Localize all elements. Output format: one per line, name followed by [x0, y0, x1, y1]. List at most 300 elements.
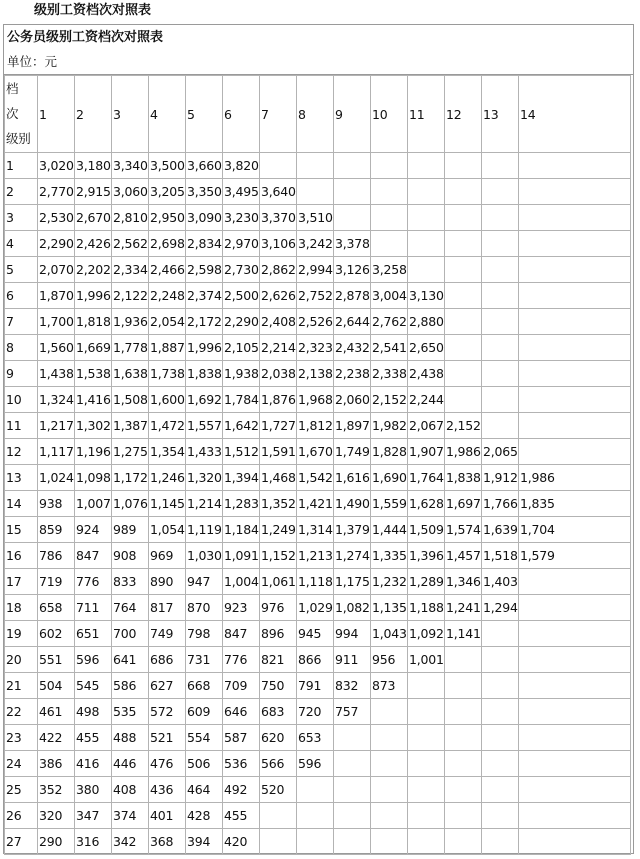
salary-cell: 833: [112, 569, 149, 595]
corner-label-line: 档: [6, 81, 19, 96]
salary-cell: 2,644: [334, 309, 371, 335]
salary-cell: 609: [186, 699, 223, 725]
level-cell: 24: [5, 751, 38, 777]
step-header-cell: 13: [482, 76, 519, 153]
empty-cell: [445, 699, 482, 725]
salary-cell: 1,314: [297, 517, 334, 543]
level-cell: 9: [5, 361, 38, 387]
salary-cell: 3,370: [260, 205, 297, 231]
empty-cell: [371, 777, 408, 803]
table-row: [5, 751, 631, 777]
table-row: [5, 829, 631, 855]
salary-cell: 1,838: [445, 465, 482, 491]
level-cell: 6: [5, 283, 38, 309]
empty-cell: [482, 829, 519, 855]
level-cell: 16: [5, 543, 38, 569]
salary-cell: 1,241: [445, 595, 482, 621]
level-cell: 10: [5, 387, 38, 413]
table-row: [5, 361, 631, 387]
empty-cell: [519, 699, 631, 725]
salary-cell: 551: [38, 647, 75, 673]
table-row: [5, 205, 631, 231]
salary-cell: 3,090: [186, 205, 223, 231]
salary-cell: 870: [186, 595, 223, 621]
salary-cell: 506: [186, 751, 223, 777]
step-header-cell: 2: [75, 76, 112, 153]
salary-cell: 1,145: [149, 491, 186, 517]
salary-cell: 2,338: [371, 361, 408, 387]
salary-cell: 3,106: [260, 231, 297, 257]
salary-cell: 2,650: [408, 335, 445, 361]
salary-cell: 3,495: [223, 179, 260, 205]
salary-cell: 290: [38, 829, 75, 855]
salary-cell: 1,897: [334, 413, 371, 439]
empty-cell: [334, 777, 371, 803]
salary-cell: 719: [38, 569, 75, 595]
salary-cell: 1,249: [260, 517, 297, 543]
table-row: [5, 725, 631, 751]
salary-cell: 750: [260, 673, 297, 699]
empty-cell: [408, 673, 445, 699]
salary-cell: 1,217: [38, 413, 75, 439]
salary-cell: 1,591: [260, 439, 297, 465]
salary-cell: 1,294: [482, 595, 519, 621]
salary-cell: 1,727: [260, 413, 297, 439]
level-cell: 5: [5, 257, 38, 283]
empty-cell: [371, 153, 408, 179]
salary-cell: 2,730: [223, 257, 260, 283]
empty-cell: [482, 257, 519, 283]
salary-cell: 520: [260, 777, 297, 803]
step-header-cell: 7: [260, 76, 297, 153]
salary-cell: 1,968: [297, 387, 334, 413]
salary-cell: 1,232: [371, 569, 408, 595]
salary-cell: 1,320: [186, 465, 223, 491]
salary-cell: 1,557: [186, 413, 223, 439]
empty-cell: [371, 179, 408, 205]
empty-cell: [445, 647, 482, 673]
salary-cell: 2,426: [75, 231, 112, 257]
salary-cell: 420: [223, 829, 260, 855]
salary-cell: 2,334: [112, 257, 149, 283]
salary-cell: 1,996: [75, 283, 112, 309]
salary-cell: 700: [112, 621, 149, 647]
salary-cell: 1,352: [260, 491, 297, 517]
empty-cell: [519, 387, 631, 413]
empty-cell: [408, 257, 445, 283]
salary-cell: 620: [260, 725, 297, 751]
salary-table-frame: [3, 24, 634, 854]
salary-cell: 1,887: [149, 335, 186, 361]
salary-cell: 1,828: [371, 439, 408, 465]
salary-cell: 2,374: [186, 283, 223, 309]
salary-cell: 847: [75, 543, 112, 569]
salary-cell: 1,275: [112, 439, 149, 465]
salary-cell: 1,509: [408, 517, 445, 543]
empty-cell: [445, 673, 482, 699]
empty-cell: [334, 829, 371, 855]
level-cell: 15: [5, 517, 38, 543]
salary-cell: 1,986: [445, 439, 482, 465]
salary-cell: 1,054: [149, 517, 186, 543]
salary-cell: 668: [186, 673, 223, 699]
salary-cell: 1,700: [38, 309, 75, 335]
salary-cell: 1,559: [371, 491, 408, 517]
salary-cell: 821: [260, 647, 297, 673]
empty-cell: [445, 725, 482, 751]
salary-cell: 890: [149, 569, 186, 595]
salary-cell: 1,433: [186, 439, 223, 465]
salary-cell: 1,302: [75, 413, 112, 439]
salary-cell: 1,704: [519, 517, 631, 543]
salary-cell: 1,457: [445, 543, 482, 569]
salary-cell: 1,560: [38, 335, 75, 361]
table-row: [5, 777, 631, 803]
empty-cell: [519, 283, 631, 309]
salary-cell: 1,396: [408, 543, 445, 569]
table-row: [5, 803, 631, 829]
salary-cell: 2,466: [149, 257, 186, 283]
salary-cell: 923: [223, 595, 260, 621]
salary-cell: 1,001: [408, 647, 445, 673]
salary-cell: 1,639: [482, 517, 519, 543]
salary-cell: 2,152: [445, 413, 482, 439]
empty-cell: [519, 803, 631, 829]
empty-cell: [260, 829, 297, 855]
empty-cell: [445, 335, 482, 361]
table-row: [5, 647, 631, 673]
salary-cell: 709: [223, 673, 260, 699]
salary-cell: 908: [112, 543, 149, 569]
table-row: [5, 699, 631, 725]
empty-cell: [482, 621, 519, 647]
empty-cell: [297, 829, 334, 855]
step-header-cell: 10: [371, 76, 408, 153]
empty-cell: [408, 725, 445, 751]
table-header-block: [4, 25, 633, 75]
empty-cell: [334, 205, 371, 231]
salary-cell: 1,876: [260, 387, 297, 413]
salary-cell: 320: [38, 803, 75, 829]
salary-cell: 791: [297, 673, 334, 699]
empty-cell: [371, 205, 408, 231]
empty-cell: [297, 803, 334, 829]
level-cell: 13: [5, 465, 38, 491]
empty-cell: [408, 699, 445, 725]
step-header-cell: 5: [186, 76, 223, 153]
salary-cell: 911: [334, 647, 371, 673]
level-cell: 8: [5, 335, 38, 361]
salary-cell: 2,214: [260, 335, 297, 361]
salary-cell: 352: [38, 777, 75, 803]
salary-cell: 436: [149, 777, 186, 803]
salary-cell: 1,670: [297, 439, 334, 465]
salary-cell: 536: [223, 751, 260, 777]
empty-cell: [519, 647, 631, 673]
salary-cell: 422: [38, 725, 75, 751]
salary-cell: 1,692: [186, 387, 223, 413]
salary-cell: 947: [186, 569, 223, 595]
empty-cell: [334, 179, 371, 205]
salary-cell: 2,950: [149, 205, 186, 231]
salary-cell: 1,274: [334, 543, 371, 569]
table-row: [5, 439, 631, 465]
table-row: [5, 465, 631, 491]
salary-cell: 1,082: [334, 595, 371, 621]
salary-cell: 1,616: [334, 465, 371, 491]
empty-cell: [260, 153, 297, 179]
level-cell: 11: [5, 413, 38, 439]
salary-cell: 3,350: [186, 179, 223, 205]
level-cell: 19: [5, 621, 38, 647]
salary-cell: 1,004: [223, 569, 260, 595]
empty-cell: [519, 153, 631, 179]
salary-cell: 924: [75, 517, 112, 543]
salary-cell: 1,403: [482, 569, 519, 595]
salary-cell: 776: [223, 647, 260, 673]
empty-cell: [334, 153, 371, 179]
salary-cell: 3,640: [260, 179, 297, 205]
empty-cell: [519, 257, 631, 283]
salary-cell: 776: [75, 569, 112, 595]
salary-cell: 401: [149, 803, 186, 829]
salary-cell: 1,764: [408, 465, 445, 491]
salary-cell: 596: [297, 751, 334, 777]
salary-cell: 1,043: [371, 621, 408, 647]
salary-cell: 1,354: [149, 439, 186, 465]
table-row: [5, 179, 631, 205]
salary-cell: 1,784: [223, 387, 260, 413]
salary-cell: 3,205: [149, 179, 186, 205]
table-row: [5, 257, 631, 283]
empty-cell: [519, 569, 631, 595]
salary-cell: 1,697: [445, 491, 482, 517]
salary-cell: 394: [186, 829, 223, 855]
salary-cell: 2,244: [408, 387, 445, 413]
empty-cell: [519, 231, 631, 257]
empty-cell: [408, 777, 445, 803]
salary-cell: 2,152: [371, 387, 408, 413]
salary-cell: 2,432: [334, 335, 371, 361]
empty-cell: [334, 751, 371, 777]
empty-cell: [519, 179, 631, 205]
salary-cell: 1,387: [112, 413, 149, 439]
salary-cell: 994: [334, 621, 371, 647]
salary-cell: 1,512: [223, 439, 260, 465]
salary-cell: 866: [297, 647, 334, 673]
salary-cell: 2,070: [38, 257, 75, 283]
salary-cell: 1,518: [482, 543, 519, 569]
empty-cell: [519, 361, 631, 387]
salary-cell: 2,172: [186, 309, 223, 335]
salary-cell: 749: [149, 621, 186, 647]
salary-cell: 2,880: [408, 309, 445, 335]
salary-cell: 1,061: [260, 569, 297, 595]
salary-cell: 2,834: [186, 231, 223, 257]
salary-cell: 3,258: [371, 257, 408, 283]
salary-cell: 641: [112, 647, 149, 673]
level-cell: 14: [5, 491, 38, 517]
level-cell: 26: [5, 803, 38, 829]
empty-cell: [408, 829, 445, 855]
salary-cell: 1,135: [371, 595, 408, 621]
table-row: [5, 283, 631, 309]
salary-cell: 956: [371, 647, 408, 673]
level-cell: 3: [5, 205, 38, 231]
salary-cell: 1,283: [223, 491, 260, 517]
salary-cell: 2,408: [260, 309, 297, 335]
salary-cell: 873: [371, 673, 408, 699]
salary-cell: 658: [38, 595, 75, 621]
table-title: 公务员级别工资档次对照表: [7, 30, 164, 45]
salary-cell: 989: [112, 517, 149, 543]
salary-cell: 1,438: [38, 361, 75, 387]
salary-cell: 476: [149, 751, 186, 777]
table-row: [5, 413, 631, 439]
salary-cell: 1,007: [75, 491, 112, 517]
salary-cell: 1,346: [445, 569, 482, 595]
corner-label-line: 级别: [6, 131, 31, 146]
salary-cell: 1,472: [149, 413, 186, 439]
salary-cell: 1,117: [38, 439, 75, 465]
table-row: [5, 673, 631, 699]
empty-cell: [408, 803, 445, 829]
empty-cell: [445, 283, 482, 309]
salary-cell: 938: [38, 491, 75, 517]
salary-cell: 1,024: [38, 465, 75, 491]
salary-cell: 3,500: [149, 153, 186, 179]
salary-cell: 2,526: [297, 309, 334, 335]
salary-cell: 554: [186, 725, 223, 751]
salary-cell: 847: [223, 621, 260, 647]
empty-cell: [445, 361, 482, 387]
salary-cell: 969: [149, 543, 186, 569]
empty-cell: [482, 413, 519, 439]
salary-cell: 1,421: [297, 491, 334, 517]
table-row: [5, 621, 631, 647]
salary-cell: 651: [75, 621, 112, 647]
salary-cell: 859: [38, 517, 75, 543]
salary-cell: 1,246: [149, 465, 186, 491]
empty-cell: [482, 387, 519, 413]
corner-label-line: 次: [6, 106, 19, 121]
salary-cell: 3,230: [223, 205, 260, 231]
salary-cell: 2,626: [260, 283, 297, 309]
salary-cell: 521: [149, 725, 186, 751]
empty-cell: [519, 725, 631, 751]
step-header-cell: 14: [519, 76, 631, 153]
empty-cell: [408, 153, 445, 179]
salary-cell: 1,870: [38, 283, 75, 309]
level-cell: 17: [5, 569, 38, 595]
salary-cell: 1,289: [408, 569, 445, 595]
salary-cell: 2,530: [38, 205, 75, 231]
salary-cell: 1,574: [445, 517, 482, 543]
level-cell: 2: [5, 179, 38, 205]
table-row: [5, 517, 631, 543]
salary-cell: 3,660: [186, 153, 223, 179]
empty-cell: [445, 257, 482, 283]
salary-cell: 3,510: [297, 205, 334, 231]
salary-cell: 2,238: [334, 361, 371, 387]
empty-cell: [482, 673, 519, 699]
salary-cell: 1,936: [112, 309, 149, 335]
salary-cell: 586: [112, 673, 149, 699]
page-title: 级别工资档次对照表: [34, 3, 152, 18]
salary-cell: 3,020: [38, 153, 75, 179]
salary-cell: 455: [75, 725, 112, 751]
salary-cell: 1,098: [75, 465, 112, 491]
empty-cell: [445, 803, 482, 829]
empty-cell: [297, 153, 334, 179]
corner-header-cell: [5, 76, 38, 153]
salary-cell: 572: [149, 699, 186, 725]
salary-cell: 1,119: [186, 517, 223, 543]
salary-cell: 2,598: [186, 257, 223, 283]
salary-cell: 976: [260, 595, 297, 621]
salary-cell: 1,508: [112, 387, 149, 413]
salary-cell: 342: [112, 829, 149, 855]
empty-cell: [519, 621, 631, 647]
salary-cell: 764: [112, 595, 149, 621]
salary-cell: 461: [38, 699, 75, 725]
empty-cell: [519, 829, 631, 855]
table-row: [5, 231, 631, 257]
level-cell: 27: [5, 829, 38, 855]
salary-cell: 1,092: [408, 621, 445, 647]
salary-cell: 2,752: [297, 283, 334, 309]
salary-cell: 446: [112, 751, 149, 777]
salary-cell: 2,541: [371, 335, 408, 361]
empty-cell: [519, 439, 631, 465]
salary-cell: 368: [149, 829, 186, 855]
salary-cell: 646: [223, 699, 260, 725]
level-cell: 12: [5, 439, 38, 465]
empty-cell: [445, 829, 482, 855]
salary-cell: 1,982: [371, 413, 408, 439]
empty-cell: [445, 205, 482, 231]
salary-cell: 492: [223, 777, 260, 803]
salary-cell: 1,812: [297, 413, 334, 439]
salary-cell: 720: [297, 699, 334, 725]
empty-cell: [482, 751, 519, 777]
table-row: [5, 335, 631, 361]
table-row: [5, 569, 631, 595]
empty-cell: [371, 231, 408, 257]
salary-cell: 2,038: [260, 361, 297, 387]
salary-cell: 1,835: [519, 491, 631, 517]
empty-cell: [482, 231, 519, 257]
salary-cell: 2,698: [149, 231, 186, 257]
salary-cell: 535: [112, 699, 149, 725]
salary-cell: 2,290: [223, 309, 260, 335]
salary-cell: 374: [112, 803, 149, 829]
salary-cell: 1,152: [260, 543, 297, 569]
salary-cell: 1,141: [445, 621, 482, 647]
salary-cell: 3,126: [334, 257, 371, 283]
salary-cell: 798: [186, 621, 223, 647]
salary-cell: 602: [38, 621, 75, 647]
table-row: [5, 387, 631, 413]
level-cell: 21: [5, 673, 38, 699]
salary-cell: 2,970: [223, 231, 260, 257]
empty-cell: [408, 205, 445, 231]
empty-cell: [334, 725, 371, 751]
salary-cell: 1,394: [223, 465, 260, 491]
salary-cell: 1,416: [75, 387, 112, 413]
salary-cell: 3,820: [223, 153, 260, 179]
salary-cell: 2,248: [149, 283, 186, 309]
